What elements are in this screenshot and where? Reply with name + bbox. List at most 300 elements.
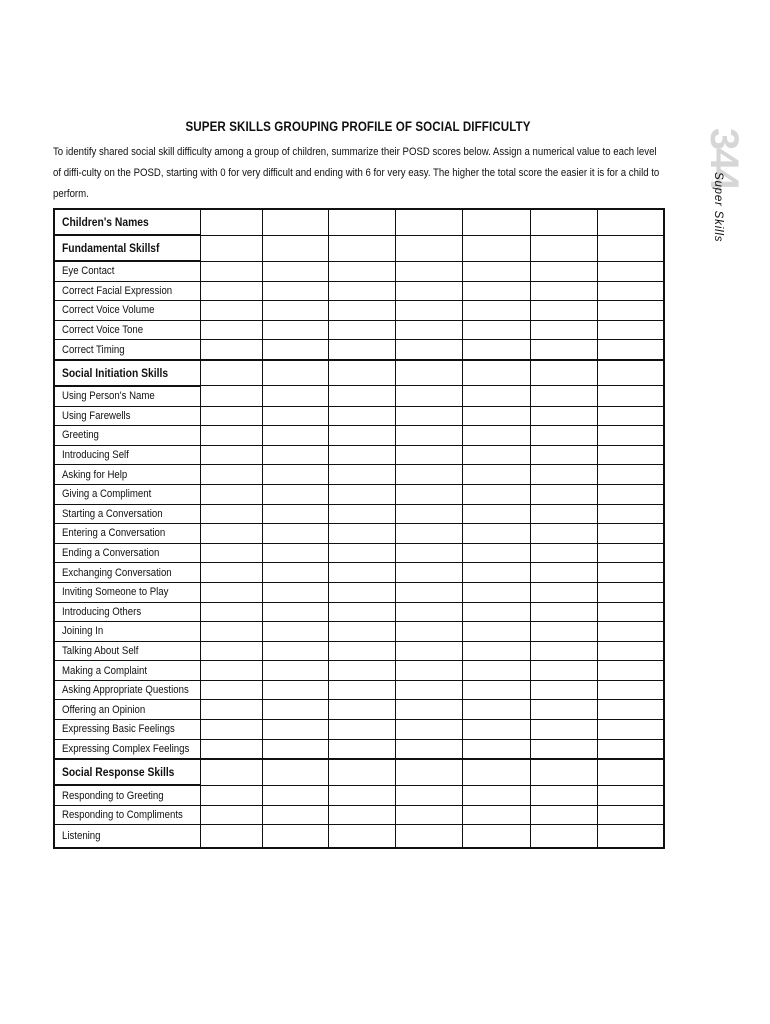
score-cell[interactable]	[530, 524, 597, 544]
score-cell[interactable]	[597, 386, 664, 406]
score-cell[interactable]	[262, 641, 328, 661]
row-label-text: Correct Voice Tone	[62, 324, 144, 337]
score-cell[interactable]	[328, 426, 395, 446]
score-cell[interactable]	[597, 360, 664, 386]
score-cell[interactable]	[395, 785, 462, 805]
score-cell[interactable]	[200, 360, 262, 386]
score-cell[interactable]	[462, 602, 530, 622]
skill-label	[54, 641, 200, 661]
score-cell[interactable]	[328, 465, 395, 485]
score-cell[interactable]	[262, 700, 328, 720]
score-cell[interactable]	[200, 235, 262, 261]
score-cell[interactable]	[597, 543, 664, 563]
score-cell[interactable]	[395, 386, 462, 406]
row-label-text: Offering an Opinion	[62, 703, 146, 716]
score-cell[interactable]	[462, 360, 530, 386]
score-cell[interactable]	[597, 661, 664, 681]
score-cell[interactable]	[462, 340, 530, 360]
grouping-profile-table	[53, 208, 665, 849]
score-cell[interactable]	[530, 582, 597, 602]
skill-label	[54, 320, 200, 340]
score-cell[interactable]	[200, 582, 262, 602]
score-cell[interactable]	[462, 301, 530, 321]
score-cell[interactable]	[328, 825, 395, 849]
row-label-text: Starting a Conversation	[62, 507, 163, 520]
score-cell[interactable]	[462, 406, 530, 426]
score-cell[interactable]	[530, 700, 597, 720]
score-cell[interactable]	[395, 209, 462, 235]
super-skills-logo	[694, 128, 754, 268]
section-header-row	[54, 759, 664, 785]
score-cell[interactable]	[395, 602, 462, 622]
section-header-label	[54, 360, 200, 386]
score-cell[interactable]	[462, 281, 530, 301]
score-cell[interactable]	[262, 504, 328, 524]
skill-label	[54, 406, 200, 426]
score-cell[interactable]	[530, 261, 597, 281]
score-cell[interactable]	[262, 406, 328, 426]
score-cell[interactable]	[597, 700, 664, 720]
skill-row	[54, 426, 664, 446]
row-label-text: Joining In	[62, 625, 104, 638]
score-cell[interactable]	[597, 759, 664, 785]
score-cell[interactable]	[462, 805, 530, 825]
score-cell[interactable]	[328, 661, 395, 681]
score-cell[interactable]	[530, 301, 597, 321]
score-cell[interactable]	[200, 386, 262, 406]
score-cell[interactable]	[262, 739, 328, 759]
row-label-text: Entering a Conversation	[62, 527, 166, 540]
row-label-text: Social Response Skills	[62, 765, 175, 780]
score-cell[interactable]	[200, 700, 262, 720]
score-cell[interactable]	[200, 805, 262, 825]
score-cell[interactable]	[597, 301, 664, 321]
score-cell[interactable]	[597, 805, 664, 825]
skill-row	[54, 700, 664, 720]
skill-label	[54, 661, 200, 681]
score-cell[interactable]	[530, 641, 597, 661]
score-cell[interactable]	[462, 720, 530, 740]
score-cell[interactable]	[395, 622, 462, 642]
score-cell[interactable]	[597, 785, 664, 805]
score-cell[interactable]	[200, 320, 262, 340]
score-cell[interactable]	[328, 622, 395, 642]
row-label-text: Asking for Help	[62, 468, 128, 481]
score-cell[interactable]	[462, 524, 530, 544]
score-cell[interactable]	[530, 320, 597, 340]
skill-label	[54, 543, 200, 563]
score-cell[interactable]	[262, 235, 328, 261]
score-cell[interactable]	[328, 680, 395, 700]
skill-label	[54, 465, 200, 485]
score-cell[interactable]	[395, 524, 462, 544]
section-header-label	[54, 209, 200, 235]
score-cell[interactable]	[395, 445, 462, 465]
score-cell[interactable]	[597, 739, 664, 759]
score-cell[interactable]	[262, 661, 328, 681]
row-label-text: Expressing Complex Feelings	[62, 742, 190, 755]
score-cell[interactable]	[200, 661, 262, 681]
skill-label	[54, 484, 200, 504]
skill-label	[54, 340, 200, 360]
score-cell[interactable]	[328, 281, 395, 301]
score-cell[interactable]	[328, 739, 395, 759]
score-cell[interactable]	[530, 543, 597, 563]
score-cell[interactable]	[395, 504, 462, 524]
score-cell[interactable]	[262, 825, 328, 849]
score-cell[interactable]	[462, 235, 530, 261]
row-label-text: Inviting Someone to Play	[62, 586, 169, 599]
score-cell[interactable]	[530, 622, 597, 642]
row-label-text: Expressing Basic Feelings	[62, 723, 175, 736]
instructions-text: To identify shared social skill difficulty among a group of children, summarize their POSD scores below. Assign a numerical value to each level of diffi-culty on the POSD, starting with 0 for very difficult and ending with 6 for very easy. The higher the total score the easier it is for a child to perform.	[53, 146, 660, 200]
score-cell[interactable]	[597, 641, 664, 661]
score-cell[interactable]	[200, 209, 262, 235]
row-label-text: Correct Timing	[62, 343, 125, 356]
skill-row	[54, 484, 664, 504]
score-cell[interactable]	[200, 543, 262, 563]
score-cell[interactable]	[262, 582, 328, 602]
score-cell[interactable]	[597, 720, 664, 740]
score-cell[interactable]	[530, 209, 597, 235]
score-cell[interactable]	[530, 563, 597, 583]
score-cell[interactable]	[328, 504, 395, 524]
score-cell[interactable]	[328, 340, 395, 360]
score-cell[interactable]	[462, 386, 530, 406]
score-cell[interactable]	[328, 261, 395, 281]
row-label-text: Asking Appropriate Questions	[62, 684, 189, 697]
score-cell[interactable]	[395, 582, 462, 602]
skill-label	[54, 426, 200, 446]
score-cell[interactable]	[262, 445, 328, 465]
score-cell[interactable]	[262, 484, 328, 504]
skill-row	[54, 406, 664, 426]
row-label-text: Making a Complaint	[62, 664, 148, 677]
score-cell[interactable]	[530, 235, 597, 261]
score-cell[interactable]	[200, 759, 262, 785]
score-cell[interactable]	[530, 805, 597, 825]
score-cell[interactable]	[395, 759, 462, 785]
score-cell[interactable]	[328, 235, 395, 261]
score-cell[interactable]	[328, 700, 395, 720]
score-cell[interactable]	[262, 720, 328, 740]
score-cell[interactable]	[462, 739, 530, 759]
score-cell[interactable]	[200, 301, 262, 321]
score-cell[interactable]	[395, 563, 462, 583]
score-cell[interactable]	[262, 320, 328, 340]
score-cell[interactable]	[262, 360, 328, 386]
row-label-text: Responding to Compliments	[62, 809, 183, 822]
score-cell[interactable]	[200, 340, 262, 360]
score-cell[interactable]	[395, 720, 462, 740]
score-cell[interactable]	[262, 209, 328, 235]
score-cell[interactable]	[462, 785, 530, 805]
score-cell[interactable]	[200, 445, 262, 465]
score-cell[interactable]	[462, 661, 530, 681]
skill-label	[54, 261, 200, 281]
skill-row	[54, 680, 664, 700]
skill-label	[54, 582, 200, 602]
skill-row	[54, 582, 664, 602]
score-cell[interactable]	[200, 680, 262, 700]
score-cell[interactable]	[530, 465, 597, 485]
score-cell[interactable]	[328, 301, 395, 321]
score-cell[interactable]	[200, 406, 262, 426]
skill-label	[54, 785, 200, 805]
score-cell[interactable]	[328, 582, 395, 602]
score-cell[interactable]	[200, 426, 262, 446]
score-cell[interactable]	[597, 209, 664, 235]
score-cell[interactable]	[530, 759, 597, 785]
skill-row	[54, 465, 664, 485]
skill-label	[54, 386, 200, 406]
score-cell[interactable]	[597, 622, 664, 642]
skill-row	[54, 805, 664, 825]
section-header-row	[54, 360, 664, 386]
score-cell[interactable]	[395, 320, 462, 340]
score-cell[interactable]	[530, 360, 597, 386]
row-label-text: Children's Names	[62, 215, 149, 229]
score-cell[interactable]	[530, 281, 597, 301]
score-cell[interactable]	[597, 426, 664, 446]
score-cell[interactable]	[200, 524, 262, 544]
score-cell[interactable]	[200, 720, 262, 740]
skill-label	[54, 622, 200, 642]
score-cell[interactable]	[328, 720, 395, 740]
score-cell[interactable]	[328, 445, 395, 465]
score-cell[interactable]	[262, 524, 328, 544]
score-cell[interactable]	[597, 261, 664, 281]
score-cell[interactable]	[597, 445, 664, 465]
score-cell[interactable]	[328, 484, 395, 504]
score-cell[interactable]	[395, 465, 462, 485]
score-cell[interactable]	[200, 641, 262, 661]
score-cell[interactable]	[395, 235, 462, 261]
score-cell[interactable]	[462, 465, 530, 485]
score-cell[interactable]	[262, 386, 328, 406]
score-cell[interactable]	[328, 785, 395, 805]
score-cell[interactable]	[328, 602, 395, 622]
score-cell[interactable]	[530, 386, 597, 406]
logo-mark: 344	[702, 128, 746, 189]
score-cell[interactable]	[462, 759, 530, 785]
score-cell[interactable]	[328, 406, 395, 426]
skill-row	[54, 563, 664, 583]
score-cell[interactable]	[262, 785, 328, 805]
score-cell[interactable]	[530, 406, 597, 426]
row-label-text: Fundamental Skillsf	[62, 241, 160, 255]
row-label-text: Eye Contact	[62, 265, 115, 278]
score-cell[interactable]	[262, 465, 328, 485]
score-cell[interactable]	[462, 484, 530, 504]
skill-label	[54, 700, 200, 720]
row-label-text: Correct Facial Expression	[62, 284, 173, 297]
skill-row	[54, 622, 664, 642]
row-label-text: Ending a Conversation	[62, 547, 160, 560]
score-cell[interactable]	[395, 739, 462, 759]
score-cell[interactable]	[395, 406, 462, 426]
score-cell[interactable]	[462, 320, 530, 340]
row-label-text: Introducing Others	[62, 605, 142, 618]
score-cell[interactable]	[262, 261, 328, 281]
score-cell[interactable]	[200, 785, 262, 805]
score-cell[interactable]	[597, 825, 664, 849]
score-cell[interactable]	[462, 825, 530, 849]
section-header-label	[54, 235, 200, 261]
row-label-text: Exchanging Conversation	[62, 566, 172, 579]
score-cell[interactable]	[462, 426, 530, 446]
score-cell[interactable]	[328, 386, 395, 406]
score-cell[interactable]	[395, 340, 462, 360]
score-cell[interactable]	[597, 465, 664, 485]
score-cell[interactable]	[462, 563, 530, 583]
score-cell[interactable]	[262, 301, 328, 321]
score-cell[interactable]	[395, 661, 462, 681]
skill-row	[54, 386, 664, 406]
score-cell[interactable]	[262, 680, 328, 700]
score-cell[interactable]	[597, 320, 664, 340]
score-cell[interactable]	[262, 543, 328, 563]
score-cell[interactable]	[395, 825, 462, 849]
row-label-text: Correct Voice Volume	[62, 304, 155, 317]
score-cell[interactable]	[200, 563, 262, 583]
score-cell[interactable]	[530, 340, 597, 360]
score-cell[interactable]	[530, 825, 597, 849]
score-cell[interactable]	[395, 543, 462, 563]
score-cell[interactable]	[328, 563, 395, 583]
section-header-label	[54, 759, 200, 785]
skill-label	[54, 504, 200, 524]
skill-label	[54, 825, 200, 849]
skill-label	[54, 805, 200, 825]
skill-label	[54, 281, 200, 301]
score-cell[interactable]	[262, 805, 328, 825]
score-cell[interactable]	[530, 720, 597, 740]
score-cell[interactable]	[395, 805, 462, 825]
score-cell[interactable]	[328, 209, 395, 235]
score-cell[interactable]	[530, 445, 597, 465]
skill-row	[54, 261, 664, 281]
score-cell[interactable]	[462, 641, 530, 661]
score-cell[interactable]	[597, 484, 664, 504]
score-cell[interactable]	[597, 281, 664, 301]
score-cell[interactable]	[395, 360, 462, 386]
score-cell[interactable]	[530, 484, 597, 504]
score-cell[interactable]	[200, 602, 262, 622]
score-cell[interactable]	[200, 281, 262, 301]
score-cell[interactable]	[597, 680, 664, 700]
skill-row	[54, 785, 664, 805]
score-cell[interactable]	[328, 641, 395, 661]
score-cell[interactable]	[530, 739, 597, 759]
score-cell[interactable]	[395, 301, 462, 321]
row-label-text: Introducing Self	[62, 449, 129, 462]
score-cell[interactable]	[328, 759, 395, 785]
score-cell[interactable]	[395, 281, 462, 301]
skill-row	[54, 825, 664, 849]
score-cell[interactable]	[262, 602, 328, 622]
skill-label	[54, 739, 200, 759]
score-cell[interactable]	[200, 504, 262, 524]
skill-row	[54, 543, 664, 563]
score-cell[interactable]	[597, 340, 664, 360]
score-cell[interactable]	[262, 759, 328, 785]
score-cell[interactable]	[597, 524, 664, 544]
score-cell[interactable]	[597, 406, 664, 426]
skill-row	[54, 504, 664, 524]
score-cell[interactable]	[328, 805, 395, 825]
skill-label	[54, 301, 200, 321]
section-header-row	[54, 209, 664, 235]
score-cell[interactable]	[462, 209, 530, 235]
score-cell[interactable]	[462, 445, 530, 465]
score-cell[interactable]	[597, 504, 664, 524]
score-cell[interactable]	[597, 563, 664, 583]
score-cell[interactable]	[262, 426, 328, 446]
score-cell[interactable]	[328, 320, 395, 340]
score-cell[interactable]	[462, 700, 530, 720]
score-cell[interactable]	[328, 360, 395, 386]
logo-text: Super Skills	[712, 172, 724, 243]
score-cell[interactable]	[200, 622, 262, 642]
section-header-row	[54, 235, 664, 261]
score-cell[interactable]	[530, 661, 597, 681]
row-label-text: Social Initiation Skills	[62, 365, 169, 380]
score-cell[interactable]	[530, 602, 597, 622]
score-cell[interactable]	[597, 582, 664, 602]
score-cell[interactable]	[462, 261, 530, 281]
score-cell[interactable]	[262, 622, 328, 642]
score-cell[interactable]	[530, 785, 597, 805]
score-cell[interactable]	[462, 622, 530, 642]
score-cell[interactable]	[395, 700, 462, 720]
score-cell[interactable]	[395, 484, 462, 504]
score-cell[interactable]	[328, 524, 395, 544]
score-cell[interactable]	[395, 261, 462, 281]
score-cell[interactable]	[262, 563, 328, 583]
score-cell[interactable]	[200, 261, 262, 281]
score-cell[interactable]	[328, 543, 395, 563]
skill-row	[54, 320, 664, 340]
score-cell[interactable]	[530, 426, 597, 446]
score-cell[interactable]	[395, 641, 462, 661]
score-cell[interactable]	[395, 680, 462, 700]
score-cell[interactable]	[200, 825, 262, 849]
score-cell[interactable]	[597, 602, 664, 622]
skill-label	[54, 680, 200, 700]
skill-label	[54, 563, 200, 583]
score-cell[interactable]	[462, 680, 530, 700]
score-cell[interactable]	[395, 426, 462, 446]
score-cell[interactable]	[262, 340, 328, 360]
score-cell[interactable]	[462, 504, 530, 524]
skill-label	[54, 720, 200, 740]
score-cell[interactable]	[530, 680, 597, 700]
score-cell[interactable]	[462, 543, 530, 563]
score-cell[interactable]	[462, 582, 530, 602]
score-cell[interactable]	[200, 739, 262, 759]
skill-label	[54, 602, 200, 622]
row-label-text: Greeting	[62, 429, 99, 442]
score-cell[interactable]	[200, 465, 262, 485]
skill-row	[54, 602, 664, 622]
skill-row	[54, 301, 664, 321]
row-label-text: Using Farewells	[62, 409, 131, 422]
score-cell[interactable]	[200, 484, 262, 504]
score-cell[interactable]	[597, 235, 664, 261]
score-cell[interactable]	[262, 281, 328, 301]
score-cell[interactable]	[530, 504, 597, 524]
